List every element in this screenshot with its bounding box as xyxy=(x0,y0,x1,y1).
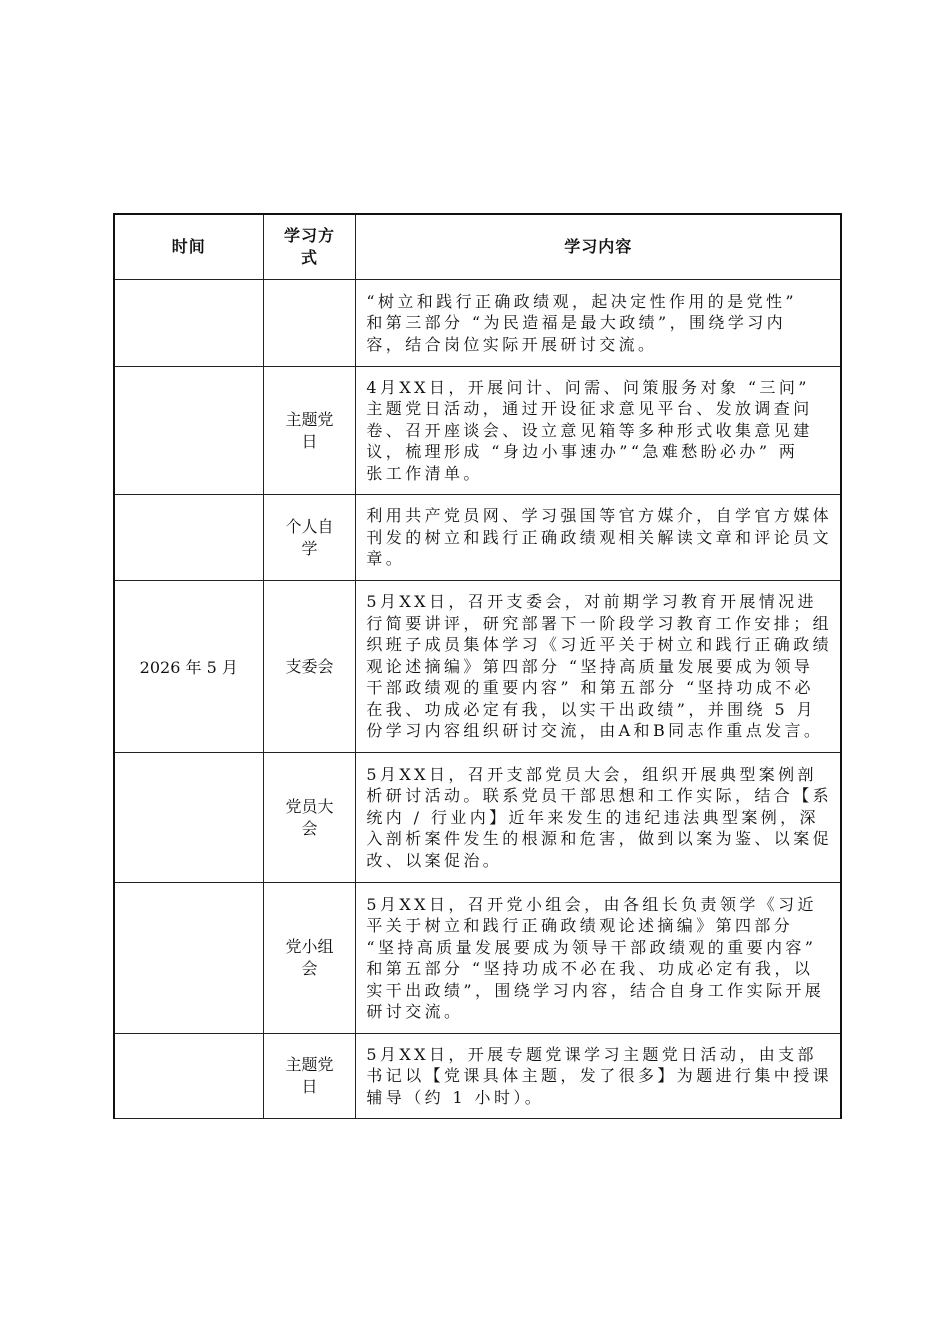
table-row xyxy=(114,367,841,495)
table-row xyxy=(114,495,841,581)
content-line: 研讨交流。 xyxy=(366,1002,464,1021)
method-line: 党员大 xyxy=(285,796,334,816)
method-line: 日 xyxy=(301,431,318,451)
content-line: 平关于树立和践行正确政绩观论述摘编》第四部分 xyxy=(366,916,794,935)
table-row xyxy=(114,581,841,753)
header-method-line: 学习方 xyxy=(283,226,335,245)
table-row xyxy=(114,1034,841,1119)
content-cell xyxy=(356,367,841,495)
content-line: 张工作清单。 xyxy=(366,463,483,483)
method-cell xyxy=(263,495,356,581)
content-cell xyxy=(356,753,841,883)
header-content: 学习内容 xyxy=(356,214,841,280)
time-cell xyxy=(114,883,263,1034)
content-line: 卷、召开座谈会、设立意见箱等多种形式收集意见建 xyxy=(366,420,813,440)
content-line: 议，梳理形成 “身边小事速办”“急难愁盼必办” 两 xyxy=(366,442,799,462)
method-line: 学 xyxy=(301,538,318,558)
table-header-row xyxy=(114,214,841,280)
content-cell xyxy=(356,883,841,1034)
content-line: 5月XX日，召开党小组会，由各组长负责领学《习近 xyxy=(366,894,817,914)
content-line: “坚持高质量发展要成为领导干部政绩观的重要内容” xyxy=(366,937,817,957)
content-line: 5月XX日，召开支委会，对前期学习教育开展情况进 xyxy=(366,592,817,612)
content-line: 入剖析案件发生的根源和危害，做到以案为鉴、以案促 xyxy=(366,829,832,849)
content-line: 书记以【党课具体主题，发了很多】为题进行集中授课 xyxy=(366,1066,832,1086)
content-line: 刊发的树立和践行正确政绩观相关解读文章和评论员文 xyxy=(366,527,832,547)
content-line: 5月XX日，召开支部党员大会，组织开展典型案例剖 xyxy=(366,764,817,784)
header-time: 时间 xyxy=(114,214,263,280)
content-line: “树立和践行正确政绩观，起决定性作用的是党性” xyxy=(366,291,797,311)
content-line: 干部政绩观的重要内容” 和第五部分 “坚持功成不必 xyxy=(366,678,814,698)
content-cell xyxy=(356,495,841,581)
content-line: 和第三部分 “为民造福是最大政绩”，围绕学习内 xyxy=(366,313,787,333)
content-line: 主题党日活动，通过开设征求意见平台、发放调查问 xyxy=(366,399,813,419)
content-line: 观论述摘编》第四部分 “坚持高质量发展要成为领导 xyxy=(366,656,814,676)
method-line: 支委会 xyxy=(285,656,334,676)
content-line: 辅导（约 1 小时）。 xyxy=(366,1087,545,1107)
study-plan-table xyxy=(113,213,842,1119)
content-line: 利用共产党员网、学习强国等官方媒介，自学官方媒体 xyxy=(366,506,832,526)
method-cell xyxy=(263,753,356,883)
content-line: 在我、功成必定有我，以实干出政绩”，并围绕 5 月 xyxy=(366,699,816,719)
table-row xyxy=(114,753,841,883)
time-cell xyxy=(114,1034,263,1119)
time-cell xyxy=(114,280,263,367)
content-line: 行简要讲评，研究部署下一阶段学习教育工作安排；组 xyxy=(366,613,832,633)
method-cell xyxy=(263,883,356,1034)
content-line: 统内 / 行业内】近年来发生的违纪违法典型案例，深 xyxy=(366,807,819,827)
method-line: 个人自 xyxy=(285,516,334,536)
table-row xyxy=(114,883,841,1034)
method-line: 会 xyxy=(301,818,318,838)
content-cell xyxy=(356,1034,841,1119)
content-line: 份学习内容组织研讨交流，由A和B同志作重点发言。 xyxy=(366,721,824,741)
method-line: 党小组 xyxy=(285,937,334,956)
content-line: 析研讨活动。联系党员干部思想和工作实际，结合【系 xyxy=(366,786,832,806)
content-line: 改、以案促治。 xyxy=(366,850,503,870)
method-cell xyxy=(263,581,356,753)
header-method-line: 式 xyxy=(300,248,318,267)
method-cell xyxy=(263,367,356,495)
table-body xyxy=(114,280,841,1119)
content-line: 5月XX日，开展专题党课学习主题党日活动，由支部 xyxy=(366,1044,817,1064)
content-line: 章。 xyxy=(366,549,406,569)
method-cell xyxy=(263,1034,356,1119)
time-cell: 2026 年 5 月 xyxy=(114,581,263,753)
method-line: 会 xyxy=(301,959,318,978)
content-line: 和第五部分 “坚持功成不必在我、功成必定有我，以 xyxy=(366,959,814,978)
content-cell xyxy=(356,280,841,367)
method-line: 日 xyxy=(301,1077,318,1096)
method-line: 主题党 xyxy=(285,409,334,429)
header-method xyxy=(263,214,356,280)
content-cell xyxy=(356,581,841,753)
table-row xyxy=(114,280,841,367)
content-line: 容，结合岗位实际开展研讨交流。 xyxy=(366,334,658,354)
content-line: 织班子成员集体学习《习近平关于树立和践行正确政绩 xyxy=(366,635,832,655)
content-line: 实干出政绩”，围绕学习内容，结合自身工作实际开展 xyxy=(366,980,825,1000)
time-cell xyxy=(114,367,263,495)
time-cell xyxy=(114,753,263,883)
method-cell xyxy=(263,280,356,367)
content-line: 4月XX日，开展问计、问需、问策服务对象 “三问” xyxy=(366,377,810,397)
time-cell xyxy=(114,495,263,581)
method-line: 主题党 xyxy=(285,1055,334,1074)
